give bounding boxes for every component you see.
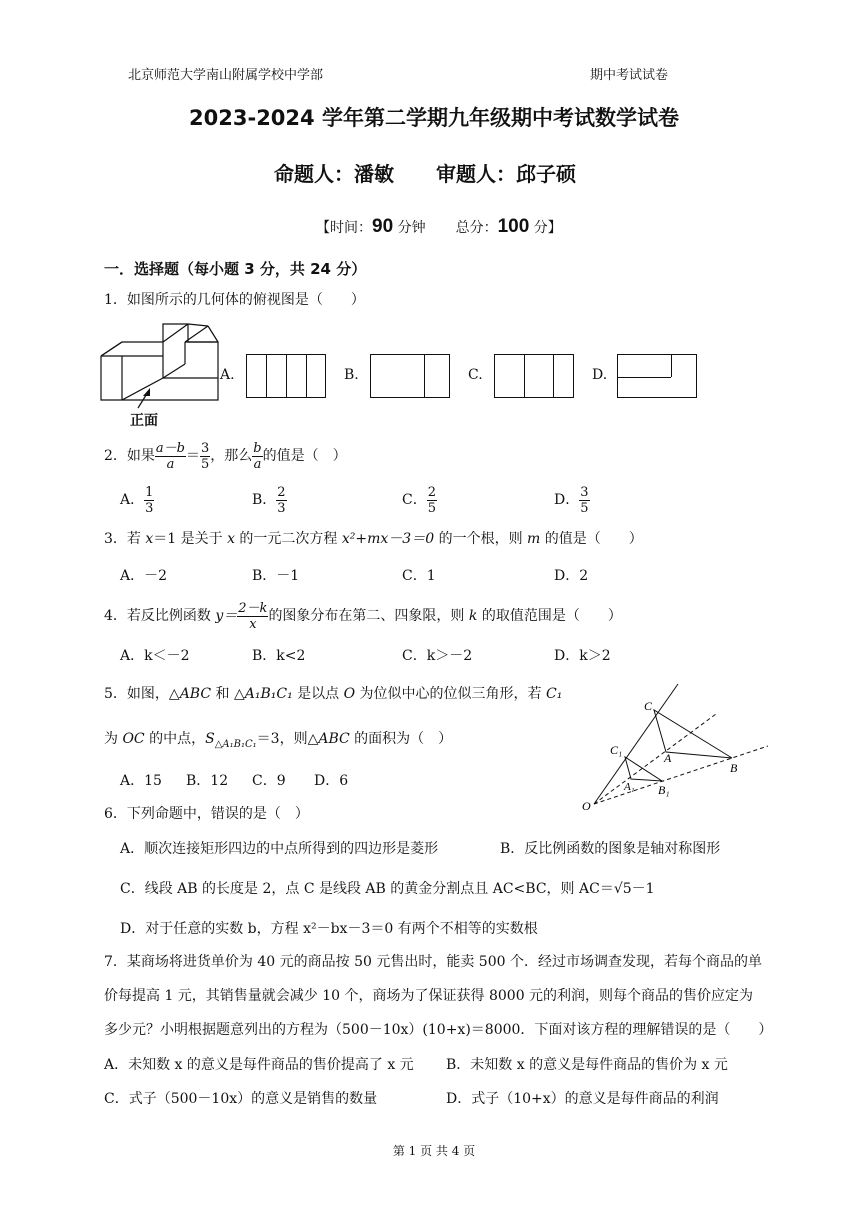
question-7-line-2: 价每提高 1 元，其销售量就会减少 10 个，商场为了保证获得 8000 元的利润，则每个商品的售价应定为	[104, 988, 754, 1004]
q4-option-b: B．k<2	[252, 648, 306, 664]
exam-info: 【时间：90 分钟 总分：100 分】	[316, 216, 562, 237]
label-c: C	[644, 699, 653, 713]
doc-type: 期中考试试卷	[590, 68, 669, 83]
question-6-stem: 6．下列命题中，错误的是（ ）	[104, 806, 309, 822]
page-footer: 第 1 页 共 4 页	[392, 1144, 476, 1158]
q4-option-c: C．k＞－2	[402, 648, 473, 664]
q1-option-c-label: C.	[468, 367, 483, 383]
q5-option-d: D．6	[314, 773, 349, 789]
q4-option-d: D．k＞2	[554, 648, 611, 664]
question-1-stem: 1．如图所示的几何体的俯视图是（ ）	[104, 292, 365, 308]
triangle-a1b1c1	[625, 757, 662, 781]
q5-option-c: C．9	[252, 773, 286, 789]
arrow-head	[143, 388, 150, 396]
question-2-stem: 2．如果 $\frac{a-b}{a}$ ＝ $\frac{3}{5}$ ，那么 $\frac{b}{a}$ 的值是（ ）	[104, 440, 347, 472]
q5-option-a: A．15	[120, 773, 162, 789]
q6-option-b: B．反比例函数的图象是轴对称图形	[500, 841, 721, 857]
q5-option-b: B．12	[186, 773, 229, 789]
q1-option-a-view	[246, 354, 326, 398]
q7-option-d: D．式子（10+x）的意义是每件商品的利润	[446, 1091, 719, 1107]
question-5-line-2: 为 OC 的中点，$S_{\triangle A_1B_1C_1}=3$，则△ABC 的面积为（ ）	[104, 731, 453, 750]
score-value: 100	[497, 216, 530, 237]
q2-option-a: A． $\frac{1}{3}$	[120, 484, 154, 516]
q1-option-d-label: D.	[592, 367, 608, 383]
solid-outline	[101, 324, 218, 400]
q6-option-d: D．对于任意的实数 b，方程 x²－bx－3＝0 有两个不相等的实数根	[120, 921, 538, 937]
q1-option-a-label: A.	[220, 367, 235, 383]
ray-oa	[594, 714, 716, 804]
question-3-stem: 3．若 x＝1 是关于 x 的一元二次方程 x²+mx－3＝0 的一个根，则 m 的值是（ ）	[104, 531, 643, 547]
q7-option-c: C．式子（500－10x）的意义是销售的数量	[104, 1091, 378, 1107]
q1-option-b-view	[370, 354, 450, 398]
label-a: A	[664, 751, 672, 765]
reviewer-label: 审题人：	[436, 162, 516, 186]
label-b: B	[730, 761, 738, 775]
time-value: 90	[372, 216, 394, 237]
q1-option-d-view	[617, 354, 697, 398]
label-a1: A₁	[624, 781, 635, 793]
q2-option-b: B． $\frac{2}{3}$	[252, 484, 286, 516]
setter-label: 命题人：	[274, 162, 354, 186]
q1-solid-figure	[98, 318, 226, 430]
fraction-3-5: $\frac{3}{5}$	[201, 440, 210, 472]
q1-option-c-view	[494, 354, 574, 398]
q3-option-a: A．－2	[120, 568, 168, 584]
reviewer-name: 邱子硕	[516, 162, 576, 186]
setter-name: 潘敏	[354, 162, 394, 186]
q5-homothety-figure	[578, 682, 774, 814]
section-heading: 一．选择题（每小题 3 分，共 24 分）	[104, 260, 367, 278]
fraction-2-minus-k-over-x: $\frac{2-k}{x}$	[238, 600, 268, 632]
q1-option-b-label: B.	[344, 367, 359, 383]
authors	[274, 158, 576, 187]
question-7-line-1: 7．某商场将进货单价为 40 元的商品按 50 元售出时，能卖 500 个．经过市场调查发现，若每个商品的单	[104, 954, 762, 970]
q3-option-b: B．－1	[252, 568, 300, 584]
q2-option-c: C． $\frac{2}{5}$	[402, 484, 436, 516]
q6-option-a: A．顺次连接矩形四边的中点所得到的四边形是菱形	[120, 841, 439, 857]
label-c1: C₁	[610, 743, 623, 757]
fraction-b-over-a: $\frac{b}{a}$	[253, 440, 262, 472]
fraction-a-minus-b-over-a: $\frac{a-b}{a}$	[155, 440, 185, 472]
q3-option-d: D．2	[554, 568, 589, 584]
q3-option-c: C．1	[402, 568, 436, 584]
question-7-line-3: 多少元？小明根据题意列出的方程为（500－10x）(10+x)＝8000．下面对该方程的理解错误的是（ ）	[104, 1022, 773, 1038]
page-title: 2023-2024 学年第二学期九年级期中考试数学试卷	[189, 106, 679, 130]
question-5-line-1: 5．如图，△ABC 和 △A₁B₁C₁ 是以点 O 为位似中心的位似三角形，若 C₁	[104, 686, 563, 702]
school-name: 北京师范大学南山附属学校中学部	[128, 68, 324, 83]
question-4-stem: 4．若反比例函数 y＝ $\frac{2-k}{x}$ 的图象分布在第二、四象限，则 k 的取值范围是（ ）	[104, 600, 622, 632]
q7-option-a: A．未知数 x 的意义是每件商品的售价提高了 x 元	[104, 1057, 414, 1073]
label-o: O	[582, 799, 591, 813]
q2-option-d: D． $\frac{3}{5}$	[554, 484, 589, 516]
front-label: 正面	[130, 413, 158, 429]
q6-option-c: C．线段 AB 的长度是 2，点 C 是线段 AB 的黄金分割点且 AC<BC，则 AC＝√5－1	[120, 881, 655, 897]
q7-option-b: B．未知数 x 的意义是每件商品的售价为 x 元	[446, 1057, 728, 1073]
q4-option-a: A．k＜－2	[120, 648, 190, 664]
label-b1: B₁	[658, 783, 670, 797]
